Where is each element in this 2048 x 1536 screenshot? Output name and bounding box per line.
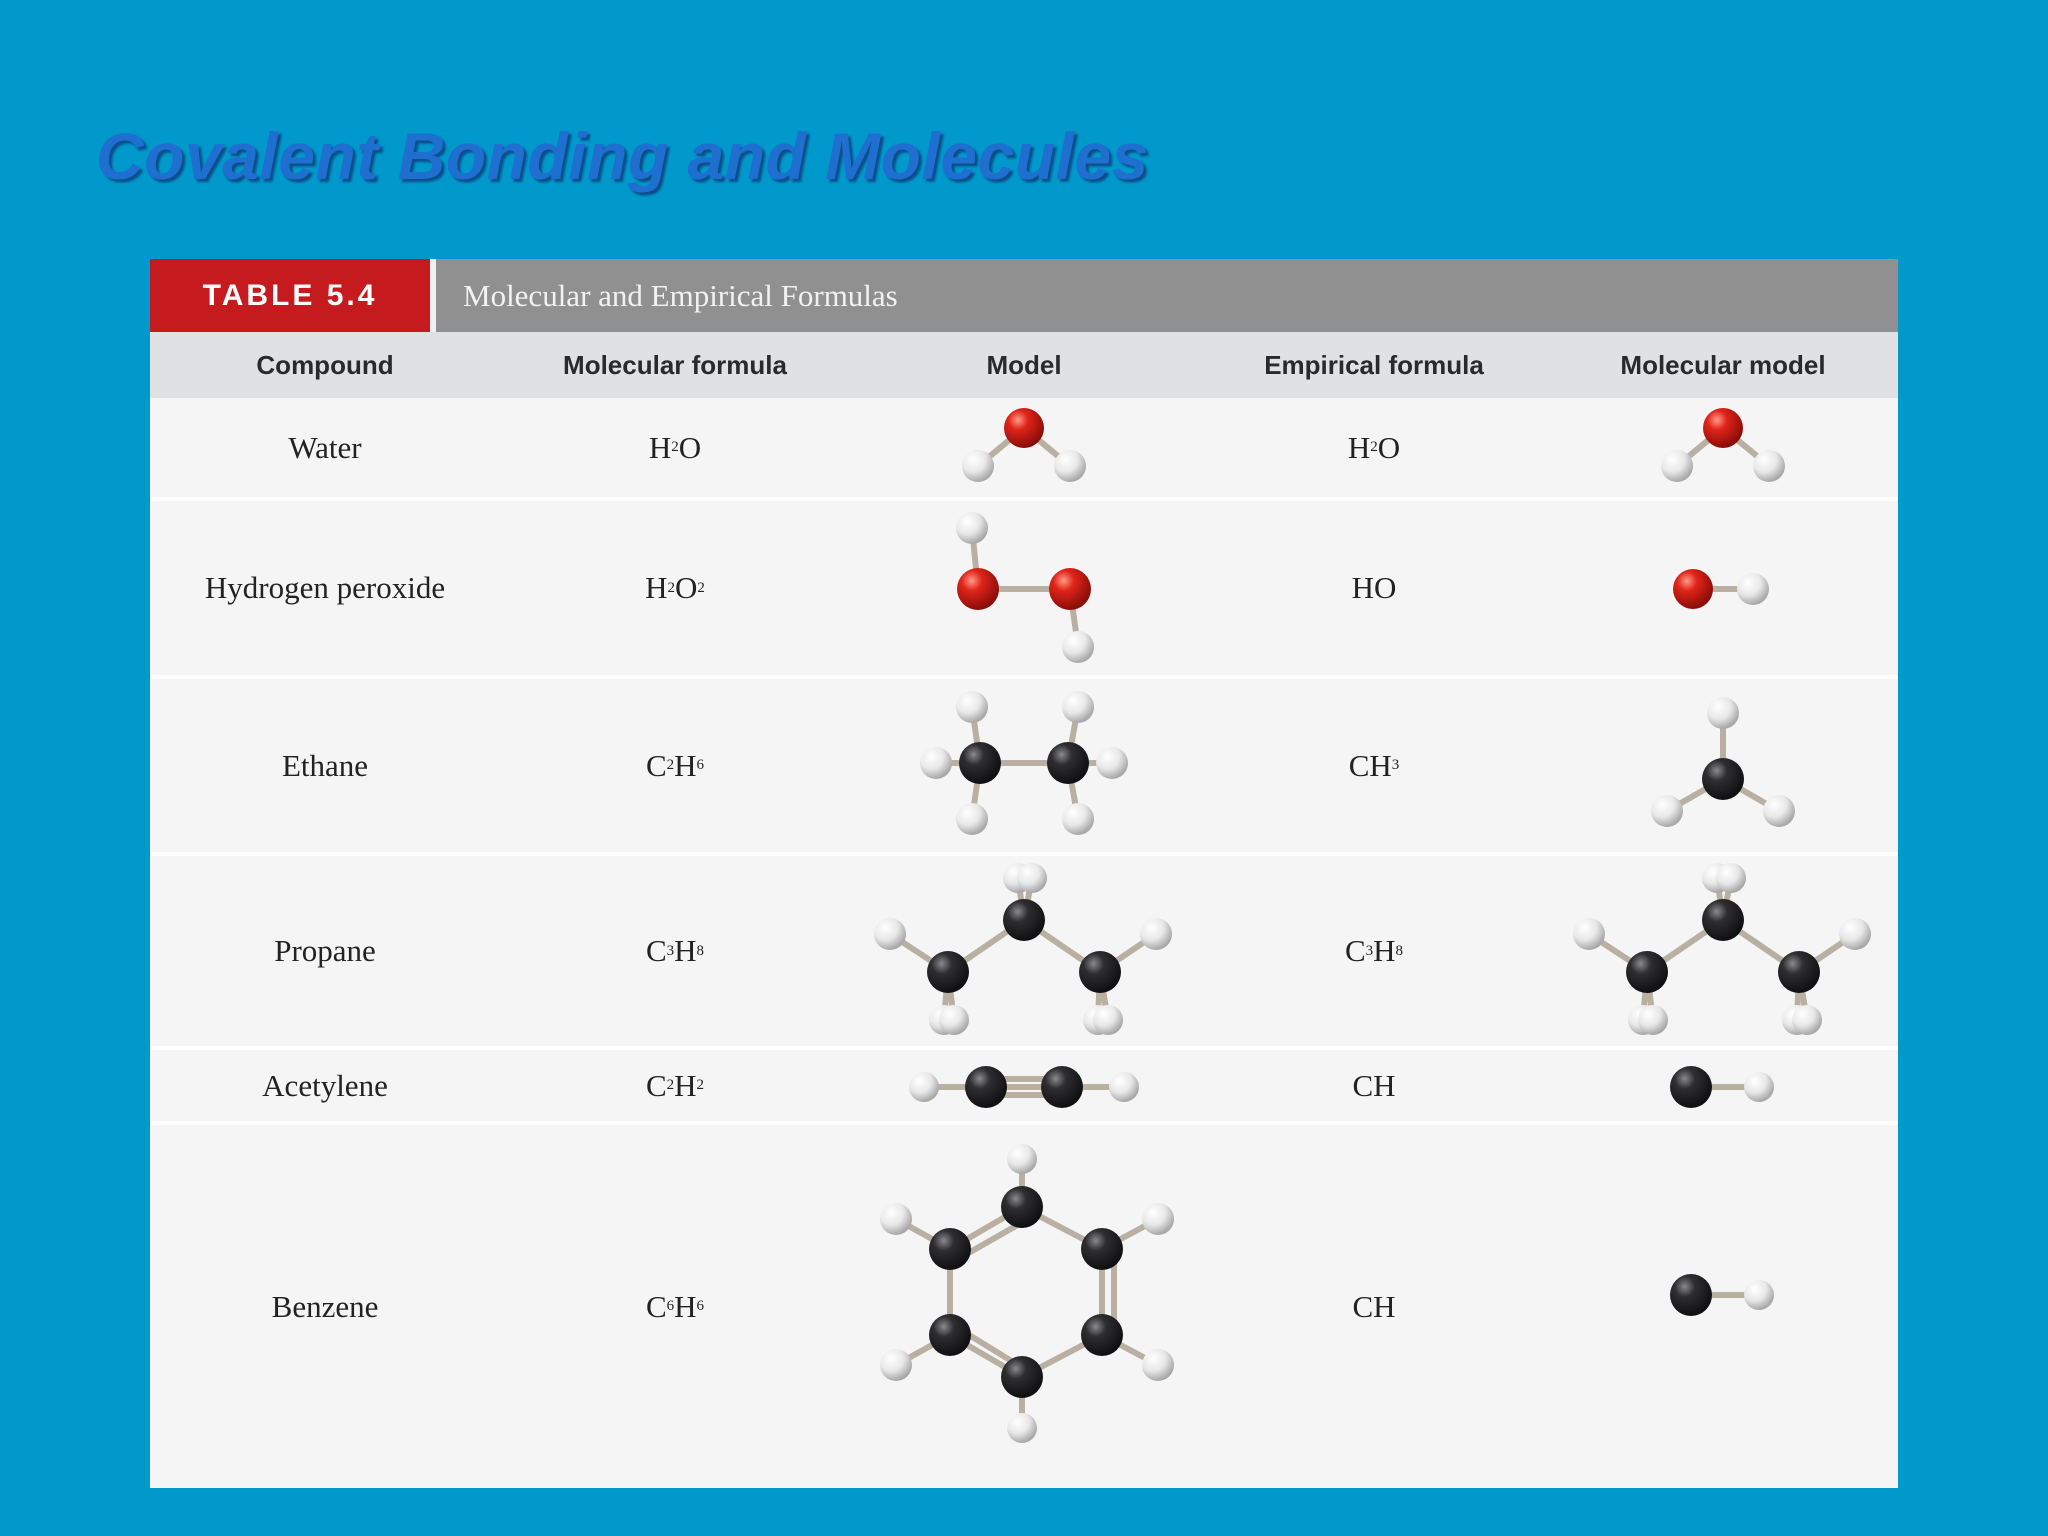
water-empirical-svg (1723, 398, 1724, 501)
molecular-formula: C 2 H 6 (645, 747, 705, 783)
compound-name: Hydrogen peroxide (204, 570, 446, 605)
molecular-formula: H 2 O 2 (645, 570, 705, 605)
column-header-model: Model (986, 349, 1062, 380)
table-number-tag: TABLE 5.4 (150, 259, 436, 332)
acetylene-empirical-svg (1723, 1050, 1724, 1125)
benzene-empirical-svg (1723, 1125, 1724, 1488)
table-row (150, 398, 1898, 501)
hydrogen-peroxide-model-svg (1024, 501, 1025, 679)
column-header-molecular-formula: Molecular formula (563, 349, 787, 380)
molecular-formula: H 2 O (648, 429, 702, 465)
column-header-empirical-formula: Empirical formula (1264, 349, 1484, 380)
acetylene-model-svg (1024, 1050, 1025, 1125)
propane-model-svg (1024, 856, 1025, 1050)
compound-name: Propane (274, 933, 376, 968)
table-header-bar (150, 259, 1898, 332)
compound-name: Water (288, 429, 362, 465)
benzene-model-svg (1024, 1125, 1025, 1488)
empirical-formula: C 3 H 8 (1344, 933, 1404, 968)
slide-title: Covalent Bonding and Molecules (96, 119, 1149, 193)
water-model-svg (1024, 398, 1025, 501)
empirical-formula: CH 3 (1348, 747, 1400, 783)
ethane-model-svg (1024, 679, 1025, 856)
molecular-formula: C 3 H 8 (645, 933, 705, 968)
formula-table (150, 259, 1898, 1488)
table-row (150, 501, 1898, 679)
table-row (150, 679, 1898, 856)
column-header-compound: Compound (256, 349, 394, 380)
empirical-formula: HO (1351, 570, 1397, 605)
table-row (150, 856, 1898, 1050)
molecular-formula: C 2 H 2 (645, 1067, 705, 1103)
column-header-row (150, 332, 1898, 398)
column-header-molecular-model: Molecular model (1620, 349, 1826, 380)
propane-empirical-svg (1723, 856, 1724, 1050)
table-caption: Molecular and Empirical Formulas (463, 277, 898, 313)
hydrogen-peroxide-empirical-svg (1723, 501, 1724, 679)
compound-name: Benzene (271, 1288, 379, 1324)
compound-name: Acetylene (262, 1067, 388, 1103)
empirical-formula: CH (1352, 1067, 1396, 1103)
table-row (150, 1050, 1898, 1125)
compound-name: Ethane (281, 747, 369, 783)
ethane-empirical-svg (1723, 679, 1724, 856)
molecular-formula: C 6 H 6 (645, 1288, 705, 1324)
table-row (150, 1125, 1898, 1488)
empirical-formula: CH (1352, 1288, 1396, 1324)
empirical-formula: H 2 O (1347, 429, 1401, 465)
